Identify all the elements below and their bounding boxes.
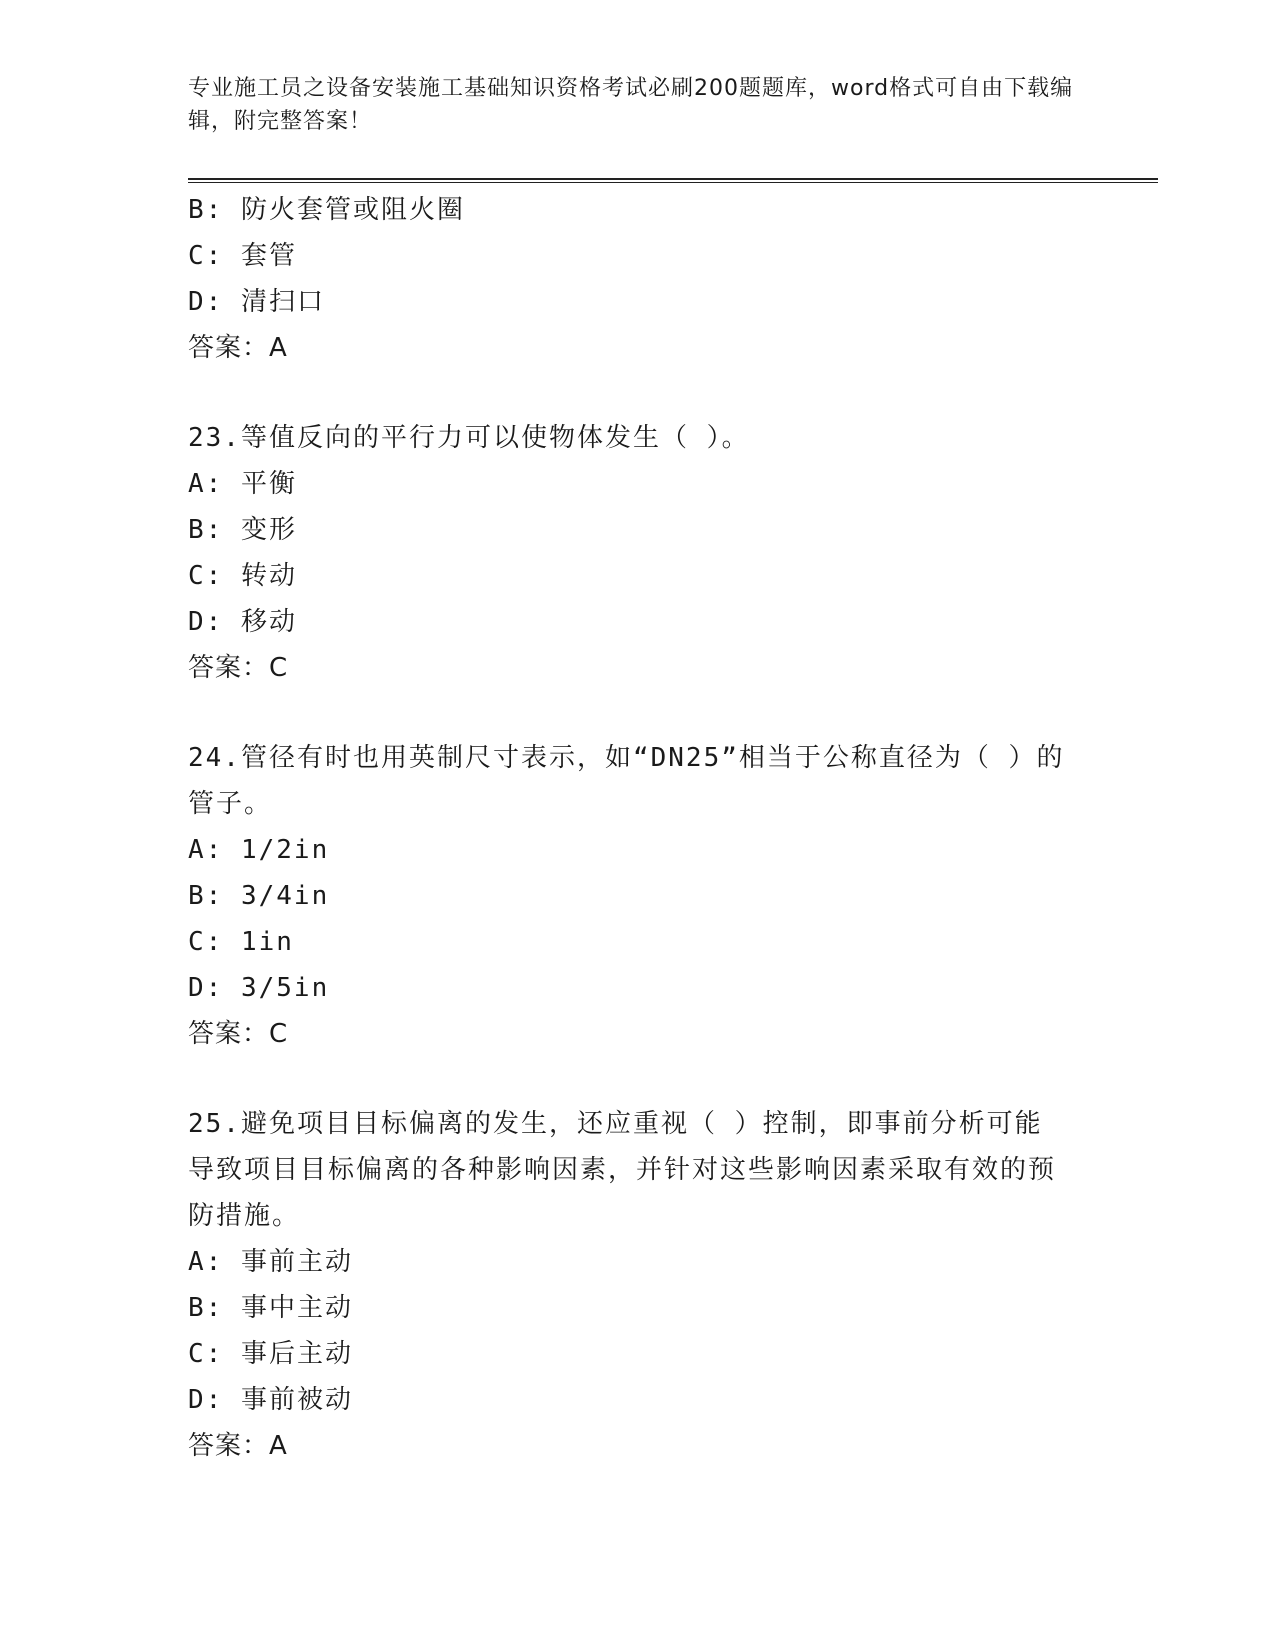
option-b: B: 事中主动: [188, 1293, 353, 1323]
answer-line: 答案：A: [188, 1431, 288, 1461]
option-d: D: 3/5in: [188, 973, 330, 1003]
question-text: 23.等值反向的平行力可以使物体发生（ ）。: [188, 423, 750, 453]
previous-question-tail: [188, 187, 1088, 371]
question-24: [188, 735, 1088, 1057]
question-23: [188, 415, 1088, 691]
question-text: 25.避免项目目标偏离的发生，还应重视（ ）控制，即事前分析可能导致项目目标偏离的各种影响因素，并针对这些影响因素采取有效的预防措施。: [188, 1109, 1057, 1231]
answer-line: 答案：A: [188, 333, 288, 363]
option-b: B: 3/4in: [188, 881, 330, 911]
question-25: [188, 1101, 1088, 1469]
option-a: A: 1/2in: [188, 835, 330, 865]
option-b: B: 防火套管或阻火圈: [188, 195, 465, 225]
option-a: A: 平衡: [188, 469, 297, 499]
answer-line: 答案：C: [188, 653, 289, 683]
option-c: C: 套管: [188, 241, 297, 271]
spacer: [188, 1057, 1088, 1101]
question-text: 24.管径有时也用英制尺寸表示，如“DN25”相当于公称直径为（ ）的管子。: [188, 743, 1065, 819]
question-content: [188, 187, 1088, 1469]
option-c: C: 1in: [188, 927, 294, 957]
header-divider: [188, 178, 1158, 183]
spacer: [188, 691, 1088, 735]
option-d: D: 清扫口: [188, 287, 325, 317]
option-a: A: 事前主动: [188, 1247, 353, 1277]
option-d: D: 移动: [188, 607, 297, 637]
option-c: C: 事后主动: [188, 1339, 353, 1369]
spacer: [188, 371, 1088, 415]
option-c: C: 转动: [188, 561, 297, 591]
option-d: D: 事前被动: [188, 1385, 353, 1415]
answer-line: 答案：C: [188, 1019, 289, 1049]
page-header: 专业施工员之设备安装施工基础知识资格考试必刷200题题库，word格式可自由下载编辑，附完整答案！: [188, 76, 1074, 134]
option-b: B: 变形: [188, 515, 297, 545]
